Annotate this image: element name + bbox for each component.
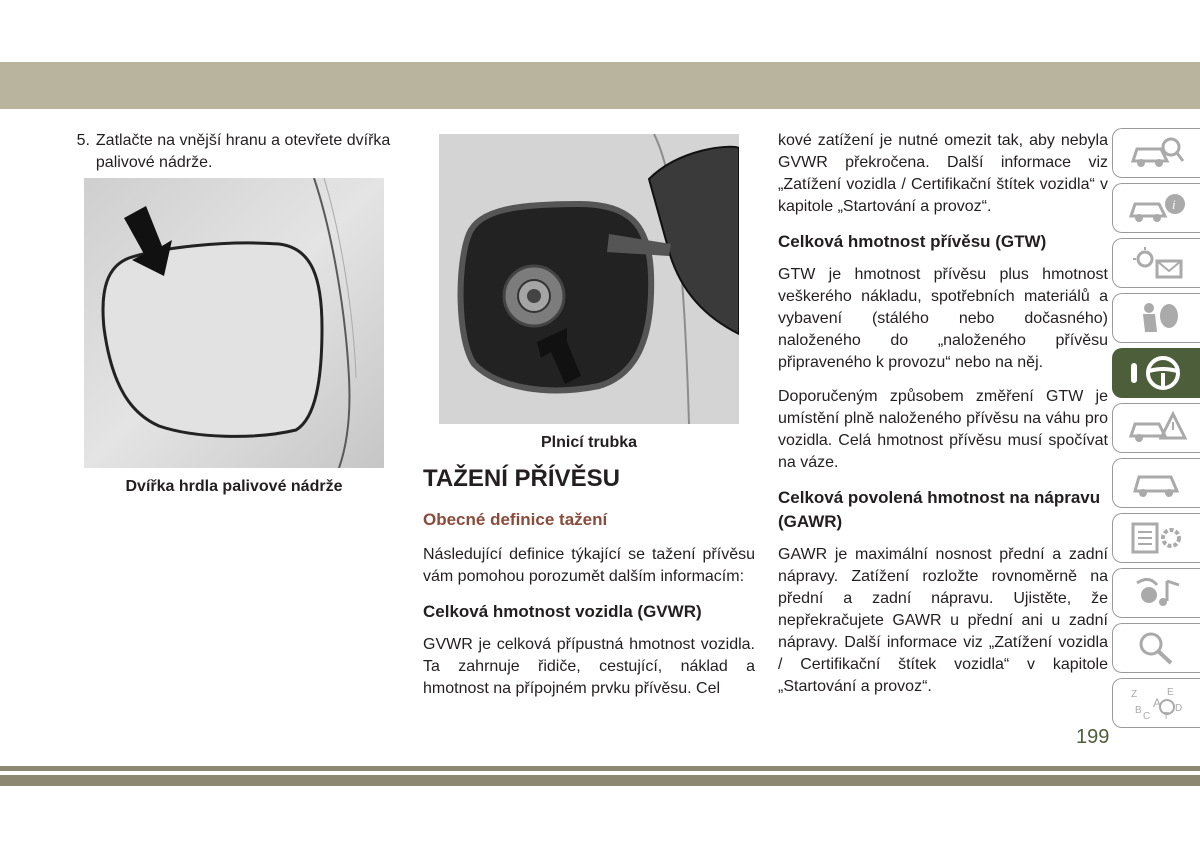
- fuel-door-image: [84, 178, 384, 468]
- gtw-measure-paragraph: Doporučeným způsobem změření GTW je umístění plně naloženého přívěsu na váhu pro vozidla. Celá hmotnost přívěsu musí spočívat na váze.: [778, 388, 1108, 471]
- svg-text:C: C: [1142, 711, 1150, 721]
- warning-lights-icon: [1127, 245, 1187, 281]
- specifications-gear-icon: [1127, 520, 1187, 556]
- svg-text:Z: Z: [1130, 689, 1137, 700]
- car-warning-icon: [1127, 410, 1187, 446]
- chapter-tabs: [1112, 128, 1200, 733]
- tab-specifications[interactable]: [1112, 513, 1200, 563]
- car-info-icon: [1127, 190, 1187, 226]
- gtw-paragraph: GTW je hmotnost přívěsu plus hmotnost veškerého nákladu, spotřebních materiálů a vybavení (stálého nebo dočasného) naloženého do „naloženého přívěsu připraveného k provozu“ nebo na něj.: [778, 266, 1108, 371]
- tab-car-info[interactable]: [1112, 183, 1200, 233]
- column-2: [423, 462, 755, 712]
- fuel-door-caption: Dvířka hrdla palivové nádrže: [125, 478, 343, 495]
- tab-car-search[interactable]: [1112, 128, 1200, 178]
- svg-text:E: E: [1166, 687, 1174, 698]
- intro-paragraph: Následující definice týkající se tažení přívěsu vám pomohou porozumět dalším informacím:: [423, 546, 755, 585]
- search-index-icon: [1127, 630, 1187, 666]
- svg-text:B: B: [1134, 705, 1142, 716]
- tab-search-index[interactable]: [1112, 623, 1200, 673]
- airbag-seat-icon: [1127, 300, 1187, 336]
- tab-car-service[interactable]: [1112, 458, 1200, 508]
- step-item: [60, 130, 405, 174]
- multimedia-icon: [1127, 575, 1187, 611]
- car-service-icon: [1127, 465, 1187, 501]
- tab-alphabet-index[interactable]: [1112, 678, 1200, 728]
- footer-band: [0, 766, 1200, 786]
- svg-text:i: i: [1171, 197, 1176, 212]
- filler-pipe-caption: Plnicí trubka: [540, 434, 638, 451]
- step-number: 5.: [76, 132, 90, 149]
- column-1: [60, 130, 405, 174]
- header-band: [0, 62, 1200, 109]
- svg-text:D: D: [1174, 703, 1182, 714]
- car-search-icon: [1127, 135, 1187, 171]
- gtw-heading: Celková hmotnost přívěsu (GTW): [778, 232, 1047, 251]
- gawr-paragraph: GAWR je maximální nosnost přední a zadní nápravy. Zatížení rozložte rovnoměrně na přední a zadní nápravu. Ujistěte, že nepřekračujete GAWR u přední ani u zadní nápravy. Další informace viz „Zatížení vozidla / Certifikační štítek vozidla“ v kapitole „Startování a provoz“.: [778, 546, 1108, 695]
- tab-steering-wheel[interactable]: [1112, 348, 1200, 398]
- section-subtitle: Obecné definice tažení: [423, 510, 608, 529]
- tab-car-warning[interactable]: [1112, 403, 1200, 453]
- gvwr-paragraph-start: GVWR je celková přípustná hmotnost vozidla. Ta zahrnuje řidiče, cestující, náklad a hmotnost na přípojném prvku přívěsu. Cel: [423, 636, 755, 697]
- tab-multimedia[interactable]: [1112, 568, 1200, 618]
- tab-airbag-seat[interactable]: [1112, 293, 1200, 343]
- steering-wheel-key-icon: [1127, 355, 1187, 391]
- gvwr-paragraph-continued: kové zatížení je nutné omezit tak, aby nebyla GVWR překročena. Další informace viz „Zatížení vozidla / Certifikační štítek vozidla“ v kapitole „Startování a provoz“.: [778, 132, 1108, 215]
- column-3: [778, 130, 1108, 710]
- section-title: TAŽENÍ PŘÍVĚSU: [423, 465, 620, 492]
- filler-pipe-image: [439, 134, 739, 424]
- alphabet-index-icon: [1127, 685, 1187, 721]
- gvwr-heading: Celková hmotnost vozidla (GVWR): [423, 602, 702, 621]
- svg-text:T: T: [1162, 711, 1169, 721]
- tab-warning-lights[interactable]: [1112, 238, 1200, 288]
- svg-text:A: A: [1152, 696, 1161, 710]
- step-text: Zatlačte na vnější hranu a otevřete dvířka palivové nádrže.: [95, 132, 391, 171]
- page-number: 199: [1076, 726, 1110, 748]
- gawr-heading: Celková povolená hmotnost na nápravu (GAWR): [778, 488, 1101, 531]
